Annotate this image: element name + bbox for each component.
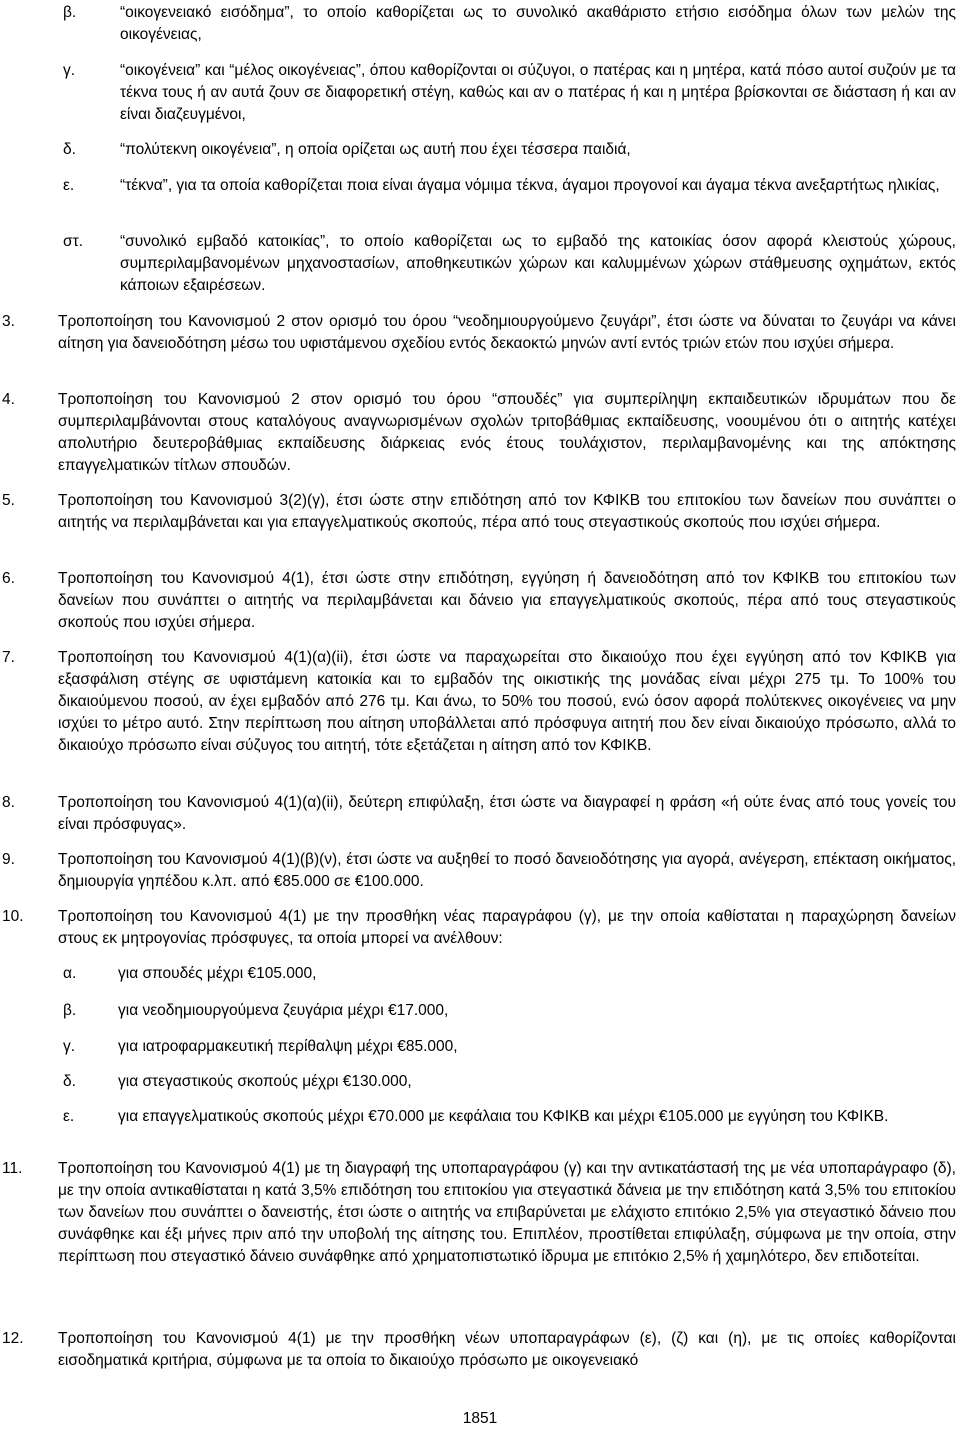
item-number: 12. [2, 1330, 24, 1347]
item-number: 9. [2, 851, 15, 868]
item-text: “τέκνα”, για τα οποία καθορίζεται ποια είναι άγαμα νόμιμα τέκνα, άγαμοι προγονοί και άγαμα τέκνα ανεξαρτήτως ηλικίας, [120, 177, 940, 194]
item-label: δ. [63, 1073, 76, 1090]
item-text: Τροποποίηση του Κανονισμού 2 στον ορισμό του όρου “σπουδές” για συμπερίληψη εκπαιδευτικών ιδρυμάτων που δε συμπεριλαμβάνονται στους καταλόγους αναγνωρισμένων σχολών τριτοβάθμιας εκπαίδευσης, νοουμένου ότι ο αιτητής κατέχει απολυτήριο δευτεροβάθμιας εκπαίδευσης διάρκειας ενός έτους τουλάχιστον, περιλαμβανομένης και της απόκτησης επαγγελματικών τίτλων σπουδών. [58, 391, 956, 474]
item-text: “οικογενειακό εισόδημα”, το οποίο καθορίζεται ως το συνολικό ακαθάριστο ετήσιο εισόδημα όλων των μελών της οικογένειας, [120, 4, 956, 43]
item-number: 11. [2, 1160, 23, 1177]
item-number: 7. [2, 649, 15, 666]
item-text: για ιατροφαρμακευτική περίθαλψη μέχρι €85.000, [118, 1038, 458, 1055]
item-label: γ. [63, 62, 76, 79]
item-text: για σπουδές μέχρι €105.000, [118, 965, 317, 982]
item-text: Τροποποίηση του Κανονισμού 3(2)(γ), έτσι ώστε στην επιδότηση από τον ΚΦΙΚΒ του επιτοκίου των δανείων που συνάπτει ο αιτητής να περιλαμβάνεται και για επαγγελματικούς σκοπούς, πέρα από τους στεγαστικούς σκοπούς που ισχύει σήμερα. [58, 492, 956, 531]
item-label: ε. [63, 1108, 75, 1125]
item-label: δ. [63, 141, 76, 158]
item-text: για επαγγελματικούς σκοπούς μέχρι €70.000 με κεφάλαια του ΚΦΙΚΒ και μέχρι €105.000 με εγγύηση του ΚΦΙΚΒ. [118, 1108, 889, 1125]
item-text: “πολύτεκνη οικογένεια”, η οποία ορίζεται ως αυτή που έχει τέσσερα παιδιά, [120, 141, 631, 158]
item-number: 5. [2, 492, 15, 509]
item-text: Τροποποίηση του Κανονισμού 4(1)(α)(ii), δεύτερη επιφύλαξη, έτσι ώστε να διαγραφεί η φράση «ή ούτε ένας από τους γονείς του είναι πρόσφυγας». [58, 794, 956, 833]
item-text: “οικογένεια” και “μέλος οικογένειας”, όπου καθορίζονται οι σύζυγοι, ο πατέρας και η μητέρα, κατά πόσο αυτοί συζούν με τα τέκνα τους ή αν αυτά ζουν σε διαφορετική στέγη, καθώς και αν ο πατέρας ή και η μητέρα βρίσκονται σε διάσταση ή και αν είναι διαζευγμένοι, [120, 62, 956, 123]
item-text: Τροποποίηση του Κανονισμού 4(1)(β)(ν), έτσι ώστε να αυξηθεί το ποσό δανειοδότησης για αγορά, ανέγερση, επέκταση οικήματος, δημιουργία γηπέδου κ.λπ. από €85.000 σε €100.000. [58, 851, 956, 890]
item-text: Τροποποίηση του Κανονισμού 4(1) με την προσθήκη νέας παραγράφου (γ), με την οποία καθίσταται η παραχώρηση δανείων στους εκ μητρογονίας πρόσφυγες, τα οποία μπορεί να ανέλθουν: [58, 908, 956, 947]
item-text: για στεγαστικούς σκοπούς μέχρι €130.000, [118, 1073, 412, 1090]
item-number: 10. [2, 908, 24, 925]
item-text: Τροποποίηση του Κανονισμού 4(1), έτσι ώστε στην επιδότηση, εγγύηση ή δανειοδότηση από τον ΚΦΙΚΒ του επιτοκίου των δανείων που συνάπτει ο αιτητής να περιλαμβάνεται και δάνειο για επαγγελματικούς σκοπούς, πέρα από τους στεγαστικούς σκοπούς που ισχύει σήμερα. [58, 570, 956, 631]
item-text: Τροποποίηση του Κανονισμού 4(1) με τη διαγραφή της υποπαραγράφου (γ) και την αντικατάστασή της με νέα υποπαράγραφο (δ), με την οποία αντικαθίσταται η κατά 3,5% επιδότηση του επιτοκίου για στεγαστικά δάνεια με την επιδότηση κατά 3,5% του επιτοκίου των δανείων που συνάπτει ο δανειστής, έτσι ώστε ο αιτητής να επιβαρύνεται με ελάχιστο επιτόκιο 2,5% για στεγαστικό δάνειο που συνάφθηκε και έξι μήνες πριν από την υποβολή της αίτησης του. Επιπλέον, προστίθεται επιφύλαξη, σύμφωνα με την οποία, στην περίπτωση που στεγαστικό δάνειο συνάφθηκε από χρηματοπιστωτικό ίδρυμα με επιτόκιο 2,5% ή χαμηλότερο, δεν επιδοτείται. [58, 1160, 956, 1265]
page-number: 1851 [462, 1410, 498, 1427]
item-label: α. [63, 965, 77, 982]
item-number: 3. [2, 313, 15, 330]
item-label: γ. [63, 1038, 76, 1055]
item-label: στ. [63, 233, 83, 250]
item-text: Τροποποίηση του Κανονισμού 4(1)(α)(ii), έτσι ώστε να παραχωρείται στο δικαιούχο που έχει εγγύηση από τον ΚΦΙΚΒ για εξασφάλιση στέγης σε υφιστάμενη κατοικία και το εμβαδόν της οικιστικής της μονάδας είναι μέχρι 275 τμ. Το 100% του δικαιούμενου ποσού, αν έχει εμβαδόν από 276 τμ. Και άνω, το 50% του ποσού, ενώ όσον αφορά πολύτεκνες οικογένειες να μην ισχύει το μέτρο αυτό. Στην περίπτωση που αίτηση υποβάλλεται από πρόσφυγα αιτητή που δεν είναι δικαιούχο πρόσωπο, αλλά το δικαιούχο πρόσωπο είναι σύζυγος του αιτητή, τότε εξετάζεται η αίτηση από τον ΚΦΙΚΒ. [58, 649, 956, 754]
item-text: Τροποποίηση του Κανονισμού 4(1) με την προσθήκη νέων υποπαραγράφων (ε), (ζ) και (η), με τις οποίες καθορίζονται εισοδηματικά κριτήρια, σύμφωνα με τα οποία το δικαιούχο πρόσωπο με οικογενειακό [58, 1330, 956, 1369]
item-text: Τροποποίηση του Κανονισμού 2 στον ορισμό του όρου “νεοδημιουργούμενο ζευγάρι”, έτσι ώστε να δύναται το ζευγάρι να κάνει αίτηση για δανειοδότηση μέσω του υφιστάμενου σχεδίου εντός δεκαοκτώ μηνών αντί εντός τριών ετών που ισχύει σήμερα. [58, 313, 956, 352]
item-number: 4. [2, 391, 15, 408]
item-label: β. [63, 1002, 77, 1019]
item-text: “συνολικό εμβαδό κατοικίας”, το οποίο καθορίζεται ως το εμβαδό της κατοικίας όσον αφορά κλειστούς χώρους, συμπεριλαμβανομένων μηχανοστασίων, αποθηκευτικών χώρων και καλυμμένων χώρων στάθμευσης οχημάτων, εκτός κάποιων εξαιρέσεων. [120, 233, 956, 294]
item-number: 8. [2, 794, 15, 811]
item-text: για νεοδημιουργούμενα ζευγάρια μέχρι €17.000, [118, 1002, 449, 1019]
item-label: ε. [63, 177, 75, 194]
item-label: β. [63, 4, 77, 21]
item-number: 6. [2, 570, 15, 587]
